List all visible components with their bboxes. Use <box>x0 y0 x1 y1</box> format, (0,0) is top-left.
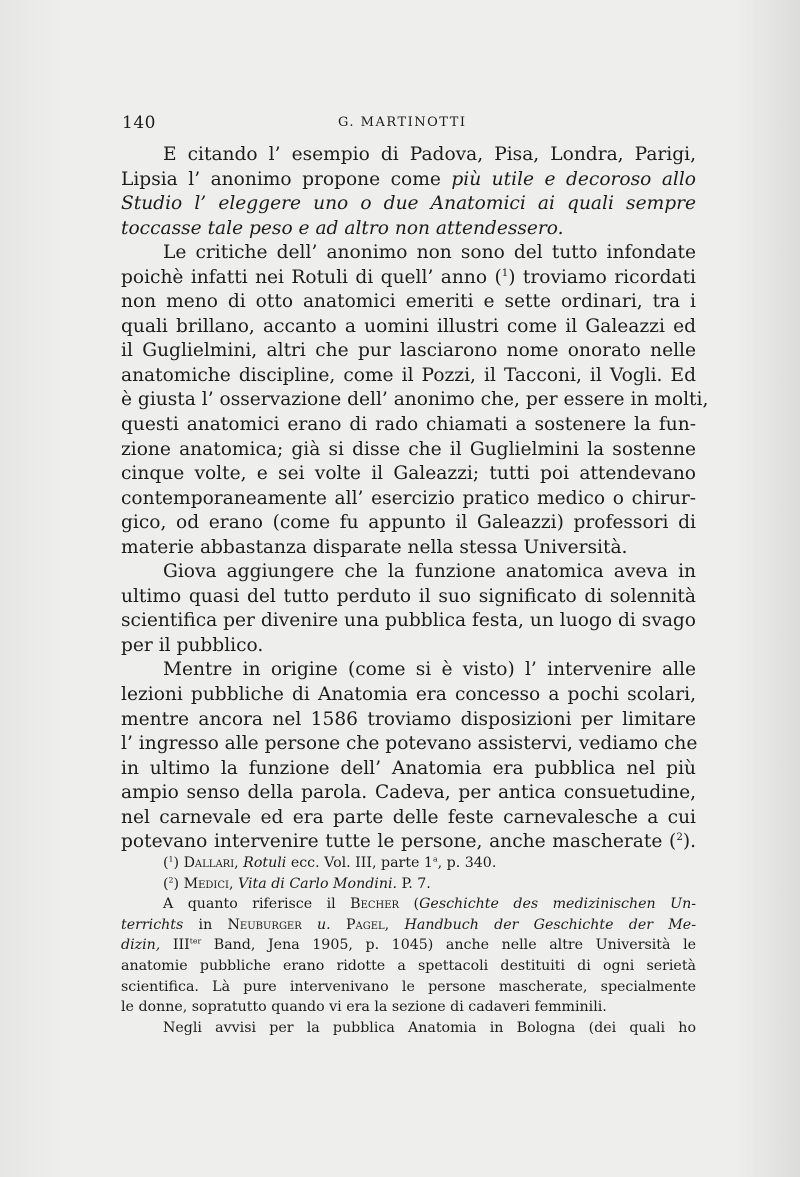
text-line: E citando l’ esempio di Padova, Pisa, Londra, Parigi, <box>163 144 696 165</box>
text-line: materie abbastanza disparate nella stessa Università. <box>121 536 628 558</box>
text-line: è giusta l’ osservazione dell’ anonimo che, per essere in molti, <box>121 389 709 411</box>
italic-quote: toccasse tale peso e ad altro non attendessero. <box>121 217 564 239</box>
text-line: contemporaneamente all’ esercizio pratico medico o chirur- <box>121 487 696 509</box>
text-line: Giova aggiungere che la funzione anatomica aveva in <box>163 561 696 583</box>
footnote-ref: 2 <box>676 832 683 844</box>
text-line: cinque volte, e sei volte il Galeazzi; tutti poi attendevano <box>121 463 696 485</box>
text-line: per il pubblico. <box>121 634 264 656</box>
footnote-text-line: le donne, sopratutto quando vi era la sezione di cadaveri femminili. <box>121 999 607 1016</box>
italic-quote: più utile e decoroso allo <box>451 168 696 190</box>
running-head: G. MARTINOTTI <box>338 115 467 130</box>
footnote-2: ($^2$) Medici, Vita di Carlo Mondini. P. 7. <box>163 875 431 892</box>
text-line: ampio senso della parola. Cadeva, per antica consuetudine, <box>121 782 696 804</box>
text-line: scientifica per divenire una pubblica festa, un luogo di svago <box>121 610 696 632</box>
footnote-text-line: scientifica. Là pure intervenivano le persone mascherate, specialmente <box>121 978 696 995</box>
text-line: questi anatomici erano di rado chiamati a sostenere la fun- <box>121 414 696 436</box>
footnote-text-line: Negli avvisi per la pubblica Anatomia in Bologna (dei quali ho <box>163 1019 696 1036</box>
main-text <box>121 143 709 855</box>
italic-quote: Studio l’ eleggere uno o due Anatomici ai quali sempre <box>121 193 696 215</box>
footnote-text-line: dizin, $III^{ter}$ Band, Jena 1905, p. 1045) anche nelle altre Università le <box>121 936 696 954</box>
text-line: lezioni pubbliche di Anatomia era concesso a pochi scolari, <box>121 684 696 706</box>
text-line <box>121 217 696 242</box>
text-line: ultimo quasi del tutto perduto il suo significato di solennità <box>121 585 696 607</box>
text-line: gico, od erano (come fu appunto il Galeazzi) professori di <box>121 512 696 534</box>
text-line: non meno di otto anatomici emeriti e sette ordinari, tra i <box>121 291 696 313</box>
text-line: l’ ingresso alle persone che potevano assistervi, vediamo che <box>121 733 698 755</box>
text-line: zione anatomica; già si disse che il Guglielmini la sostenne <box>121 438 696 460</box>
text-line: mentre ancora nel 1586 troviamo disposizioni per limitare <box>121 708 696 730</box>
text-line: potevano intervenire tutte le persone, anche mascherate ($^2$). <box>121 831 696 853</box>
footnote-text-line: terrichts in Neuburger u. Pagel, Handbuch der Geschichte der Me- <box>121 916 696 933</box>
footnote-text-line: A quanto riferisce il Becher (Geschichte des medizinischen Un- <box>163 896 697 913</box>
footnote-1: ($^1$) Dallari, Rotuli ecc. Vol. III, parte 1$^a$, p. 340. <box>163 854 497 871</box>
page-number: 140 <box>122 113 156 133</box>
footnote-ref: 1 <box>501 267 509 279</box>
text-line: Mentre in origine (come si è visto) l’ intervenire alle <box>163 659 696 681</box>
text-line: Le critiche dell’ anonimo non sono del tutto infondate <box>163 242 696 264</box>
text-line: poichè infatti nei Rotuli di quell’ anno ($^1$) troviamo ricordati <box>121 266 696 288</box>
text-line: Lipsia l’ anonimo propone come più utile e decoroso allo <box>121 168 696 190</box>
footnote-text-line: anatomie pubbliche erano ridotte a spettacoli destituiti di ogni serietà <box>121 957 696 974</box>
text-line: quali brillano, accanto a uomini illustri come il Galeazzi ed <box>121 315 696 337</box>
text-line: anatomiche discipline, come il Pozzi, il Tacconi, il Vogli. Ed <box>121 364 696 386</box>
text-line: nel carnevale ed era parte delle feste carnevalesche a cui <box>121 806 696 828</box>
text-line: il Guglielmini, altri che pur lasciarono nome onorato nelle <box>121 340 696 362</box>
page-header <box>120 113 695 139</box>
footnotes <box>121 853 696 1038</box>
text-line <box>121 192 696 217</box>
text-line: in ultimo la funzione dell’ Anatomia era pubblica nel più <box>121 757 696 779</box>
